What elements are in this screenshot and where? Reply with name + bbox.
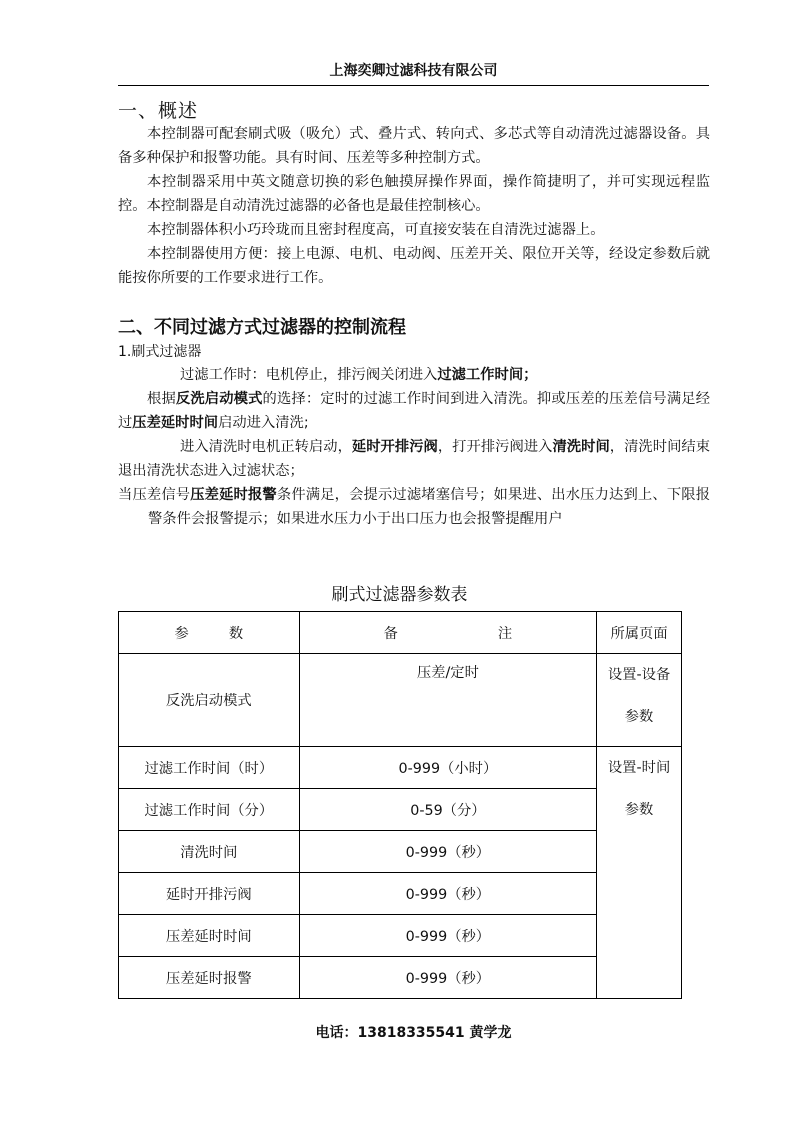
table-header-row [119, 612, 682, 654]
note-cell: 0-999（秒） [299, 831, 597, 873]
page-cell-line: 设置-时间 [607, 760, 671, 776]
section2-heading: 二、不同过滤方式过滤器的控制流程 [118, 317, 406, 338]
param-cell: 延时开排污阀 [119, 873, 300, 915]
flow-text: ，清洗时间结束退出清洗状态进入过滤状态； [118, 439, 711, 479]
section2-subheading: 1.刷式过滤器 [118, 344, 202, 360]
param-cell: 压差延时时间 [119, 915, 300, 957]
flow-term: 过滤工作时间； [437, 367, 538, 383]
header-param-char: 参 [174, 625, 189, 642]
flow-text: 当压差信号 [118, 487, 191, 503]
flow-paragraph-2 [118, 387, 710, 435]
flow-text: 过滤工作时：电机停止，排污阀关闭进入 [180, 367, 438, 383]
page-cell [597, 654, 682, 747]
page-cell-line: 参数 [624, 802, 654, 818]
section1-paragraph-3: 本控制器体积小巧玲珑而且密封程度高，可直接安装在自清洗过滤器上。 [147, 222, 605, 238]
section1-paragraph-2: 本控制器采用中英文随意切换的彩色触摸屏操作界面，操作简捷明了，并可实现远程监控。本控制器是自动清洗过滤器的必备也是最佳控制核心。 [118, 174, 710, 214]
table-row [119, 654, 682, 747]
table-row [119, 747, 682, 789]
section1-heading: 一、概述 [118, 100, 199, 122]
flow-text: 条件满足，会提示过滤堵塞信号；如果进、出水压力达到上、下限报警条件会报警提示；如果进水压力小于出口压力也会报警提醒用户 [148, 487, 711, 527]
header-page: 所属页面 [597, 612, 682, 654]
flow-term: 压差延时报警 [190, 487, 277, 503]
param-cell: 过滤工作时间（分） [119, 789, 300, 831]
note-cell: 0-999（秒） [299, 915, 597, 957]
flow-term: 清洗时间 [552, 439, 610, 455]
section1-paragraph-4: 本控制器使用方便：接上电源、电机、电动阀、压差开关、限位开关等，经设定参数后就能按你所要的工作要求进行工作。 [118, 246, 710, 286]
header-param-char: 数 [228, 625, 244, 642]
param-cell: 压差延时报警 [119, 957, 300, 999]
flow-text: 启动进入清洗; [218, 415, 309, 431]
param-cell: 清洗时间 [119, 831, 300, 873]
parameter-table [118, 611, 682, 999]
flow-paragraph-3 [118, 435, 710, 483]
section1-paragraph-1: 本控制器可配套刷式吸（吸允）式、叠片式、转向式、多芯式等自动清洗过滤器设备。具备多种保护和报警功能。具有时间、压差等多种控制方式。 [118, 126, 710, 166]
flow-text: 的选择：定时的过滤工作时间到进入清洗。抑或压差的压差信号满足经过 [118, 391, 711, 431]
page-footer-contact: 电话：13818335541 黄学龙 [315, 1025, 512, 1041]
header-divider [118, 85, 709, 86]
page-cell [597, 747, 682, 999]
header-note [299, 612, 597, 654]
table-title: 刷式过滤器参数表 [331, 585, 468, 605]
flow-text: 进入清洗时电机正转启动， [180, 439, 352, 455]
note-cell: 0-999（秒） [299, 957, 597, 999]
flow-term: 压差延时时间 [132, 415, 219, 431]
header-param [119, 612, 300, 654]
flow-paragraph-1 [118, 363, 710, 387]
flow-term: 反洗启动模式 [175, 391, 263, 407]
header-note-char: 备 [383, 625, 398, 642]
page-cell-line: 参数 [624, 709, 654, 725]
page-header-company: 上海奕卿过滤科技有限公司 [329, 63, 498, 79]
header-note-char: 注 [497, 625, 513, 642]
note-cell: 0-999（秒） [299, 873, 597, 915]
note-cell: 0-999（小时） [299, 747, 597, 789]
flow-paragraph-4 [118, 483, 710, 531]
flow-text: ，打开排污阀进入 [437, 439, 553, 455]
param-cell: 过滤工作时间（时） [119, 747, 300, 789]
param-cell: 反洗启动模式 [119, 654, 300, 747]
note-cell: 0-59（分） [299, 789, 597, 831]
page-cell-line: 设置-设备 [607, 667, 671, 683]
flow-term: 延时开排污阀 [351, 439, 438, 455]
note-cell: 压差/定时 [299, 654, 597, 747]
flow-text: 根据 [147, 391, 176, 407]
